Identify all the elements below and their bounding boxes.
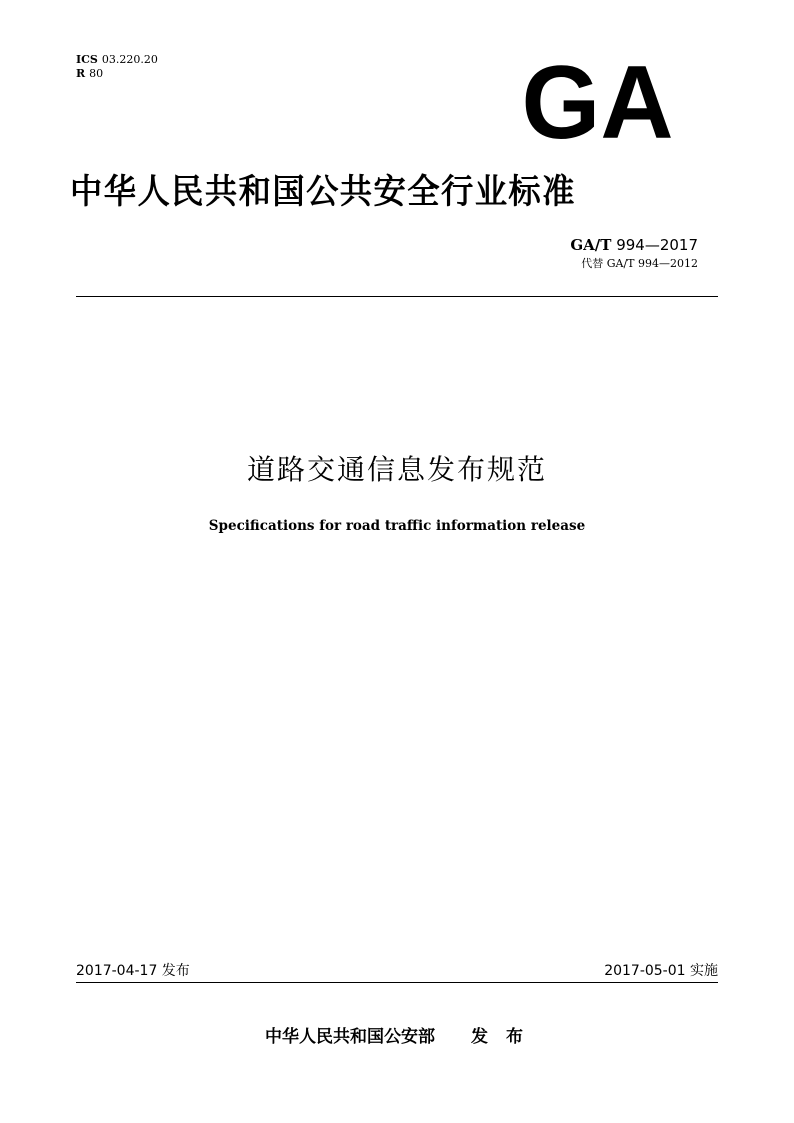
standard-prefix: GA/T [570, 236, 612, 254]
issuer-name: 中华人民共和国公安部 [265, 1027, 436, 1047]
ics-code: 03.220.20 [101, 53, 158, 66]
ccs-label: R [76, 67, 86, 80]
ga-logo [520, 60, 675, 142]
ccs-classification [76, 67, 103, 80]
document-title-chinese: 道路交通信息发布规范 [246, 453, 547, 486]
effective-date: 2017-05-01 实施 [604, 963, 718, 979]
ga-logo-text: GA [521, 60, 674, 142]
ccs-code: 80 [89, 67, 104, 80]
issue-date: 2017-04-17 发布 [76, 963, 190, 979]
document-title-english: Specifications for road traffic information release [208, 518, 586, 534]
issuer-action: 发 布 [471, 1027, 529, 1047]
standard-number [570, 236, 698, 254]
ics-label: ICS [76, 53, 98, 66]
footer-divider [76, 982, 718, 983]
standard-code: 994—2017 [616, 236, 698, 254]
replaces-standard: 代替 GA/T 994—2012 [581, 257, 698, 270]
issuing-authority [0, 1022, 794, 1047]
ics-classification [76, 53, 158, 66]
header-divider [76, 296, 718, 297]
standard-category: 中华人民共和国公共安全行业标准 [70, 172, 576, 212]
